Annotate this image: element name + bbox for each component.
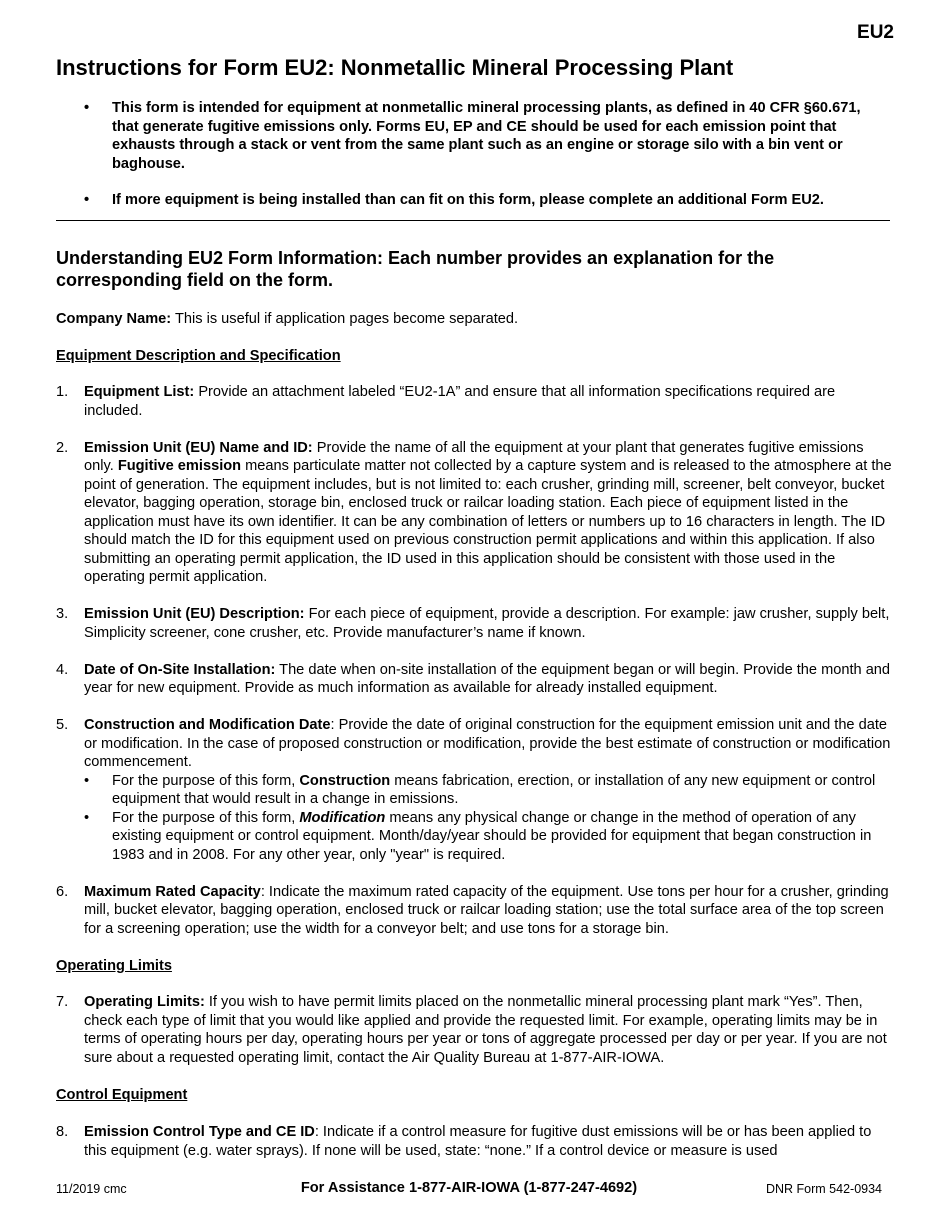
control-items-list bbox=[56, 1123, 896, 1179]
item-number: 6. bbox=[56, 883, 69, 900]
list-item bbox=[56, 993, 896, 1067]
divider-line bbox=[56, 220, 890, 221]
company-name-text: This is useful if application pages become separated. bbox=[171, 311, 519, 327]
item-label: Emission Unit (EU) Name and ID: bbox=[84, 439, 313, 456]
item-label: Emission Control Type and CE ID bbox=[84, 1124, 315, 1140]
equipment-items-list bbox=[56, 383, 896, 957]
item-number: 7. bbox=[56, 994, 69, 1010]
section-heading: Understanding EU2 Form Information: Each number provides an explanation for the corresponding field on the form. bbox=[56, 248, 775, 290]
item-term: Construction bbox=[299, 772, 391, 789]
list-item bbox=[56, 605, 896, 642]
sub-bullet-item bbox=[84, 809, 896, 865]
item-label: Construction and Modification Date bbox=[84, 717, 331, 733]
page-footer bbox=[56, 1180, 882, 1200]
item-text: For each piece of equipment, provide a description. For example: jaw crusher, supply belt, Simplicity screener, cone crusher, etc. Provide manufacturer’s name if known. bbox=[84, 606, 890, 641]
item-number: 8. bbox=[56, 1124, 69, 1140]
item-text: Provide an attachment labeled “EU2-1A” and ensure that all information specifications required are included. bbox=[84, 384, 836, 419]
item-number: 2. bbox=[56, 439, 69, 456]
list-item bbox=[56, 1123, 896, 1160]
footer-date: 11/2019 cmc bbox=[56, 1182, 127, 1196]
list-item bbox=[56, 383, 896, 420]
item-label: Maximum Rated Capacity bbox=[84, 883, 261, 900]
item-text: means particulate matter not collected by a capture system and is released to the atmosphere at the point of generation. The equipment includes, but is not limited to: each crusher, grinding mill, screener, belt conveyor, bucket elevator, bagging operation, storage bin, enclosed truck or railcar loading station. Each piece of equipment listed in the application must have its own identifier. It can be any combination of letters or numbers up to 16 characters in length. The ID should match the ID for this equipment used on previous construction permit applications and within this application. If also submitting an operating permit application, the ID used in this application should be consistent with those used in the operating permit application. bbox=[84, 458, 892, 585]
item-text: Provide the name of all the equipment at your plant that generates fugitive emissions only. bbox=[84, 439, 864, 474]
item-label: Equipment List: bbox=[84, 384, 195, 400]
intro-bullet-item: • If more equipment is being installed than can fit on this form, please complete an additional Form EU2. bbox=[84, 191, 884, 210]
subheading-operating-limits: Operating Limits bbox=[56, 958, 172, 974]
list-item bbox=[56, 883, 896, 939]
footer-assistance: For Assistance 1-877-AIR-IOWA (1-877-247-4692) bbox=[300, 1180, 638, 1196]
item-label: Emission Unit (EU) Description: bbox=[84, 606, 305, 622]
page-title: Instructions for Form EU2: Nonmetallic Mineral Processing Plant bbox=[56, 55, 734, 80]
subheading-equipment: Equipment Description and Specification bbox=[56, 348, 341, 364]
sub-bullet-text: means any physical change or change in the method of operation of any existing equipment or control equipment. Month/day/year should be provided for equipment that began construction in 1983 and in 2008. For any other year, only "year" is required. bbox=[112, 809, 872, 863]
item-term: Modification bbox=[299, 809, 386, 826]
sub-bullet-item bbox=[84, 772, 896, 809]
list-item bbox=[56, 661, 896, 698]
sub-bullet-text: For the purpose of this form, bbox=[112, 772, 300, 789]
sub-bullet-list bbox=[84, 772, 896, 865]
subheading-control-equipment: Control Equipment bbox=[56, 1087, 188, 1103]
footer-form-number: DNR Form 542-0934 bbox=[765, 1182, 882, 1196]
list-item bbox=[56, 439, 896, 587]
item-text: If you wish to have permit limits placed on the nonmetallic mineral processing plant mark “Yes”. Then, check each type of limit that you would like applied and provide the requested limit. For example, operating limits may be in terms of operating hours per day, operating hours per year or tons of aggregate processed per day or per year. If you are not sure about a requested operating limit, contact the Air Quality Bureau at 1-877-AIR-IOWA. bbox=[84, 994, 887, 1066]
sub-bullet-text: For the purpose of this form, bbox=[112, 809, 300, 826]
item-label: Operating Limits: bbox=[84, 994, 205, 1010]
operating-items-list bbox=[56, 993, 896, 1086]
item-text: : Provide the date of original construction for the equipment emission unit and the date or modification. In the case of proposed construction or modification, provide the best estimate of construction or modification commencement. bbox=[84, 717, 891, 770]
item-number: 4. bbox=[56, 661, 69, 678]
intro-bullet-list bbox=[84, 99, 884, 228]
list-item bbox=[56, 716, 896, 864]
company-name-label: Company Name: bbox=[56, 311, 172, 327]
item-number: 3. bbox=[56, 606, 69, 622]
item-text: The date when on-site installation of the equipment began or will begin. Provide the month and year for new equipment. Provide as much information as available for already installed equipment. bbox=[84, 661, 891, 696]
sub-bullet-text: means fabrication, erection, or installation of any new equipment or control equipment that would result in a change in emissions. bbox=[112, 772, 876, 807]
item-label: Date of On-Site Installation: bbox=[84, 661, 276, 678]
item-text: : Indicate if a control measure for fugitive dust emissions will be or has been applied to this equipment (e.g. water sprays). If none will be used, state: “none.” If a control device or measure is used bbox=[84, 1124, 872, 1159]
company-name-note bbox=[56, 310, 518, 329]
item-number: 5. bbox=[56, 717, 69, 733]
intro-bullet-item: • This form is intended for equipment at nonmetallic mineral processing plants, as defined in 40 CFR §60.671, that generate fugitive emissions only. Forms EU, EP and CE should be used for each emission point that exhausts through a stack or vent from the same plant such as an engine or storage silo with a bin vent or baghouse. bbox=[84, 99, 884, 173]
item-text: : Indicate the maximum rated capacity of the equipment. Use tons per hour for a crusher, grinding mill, bucket elevator, bagging operation, enclosed truck or railcar loading station; use the total surface area of the top screen for a screening operation; use the width for a conveyor belt; and use tons for a storage bin. bbox=[84, 883, 889, 937]
item-number: 1. bbox=[56, 384, 69, 400]
item-term: Fugitive emission bbox=[117, 458, 242, 474]
form-code: EU2 bbox=[857, 22, 894, 43]
